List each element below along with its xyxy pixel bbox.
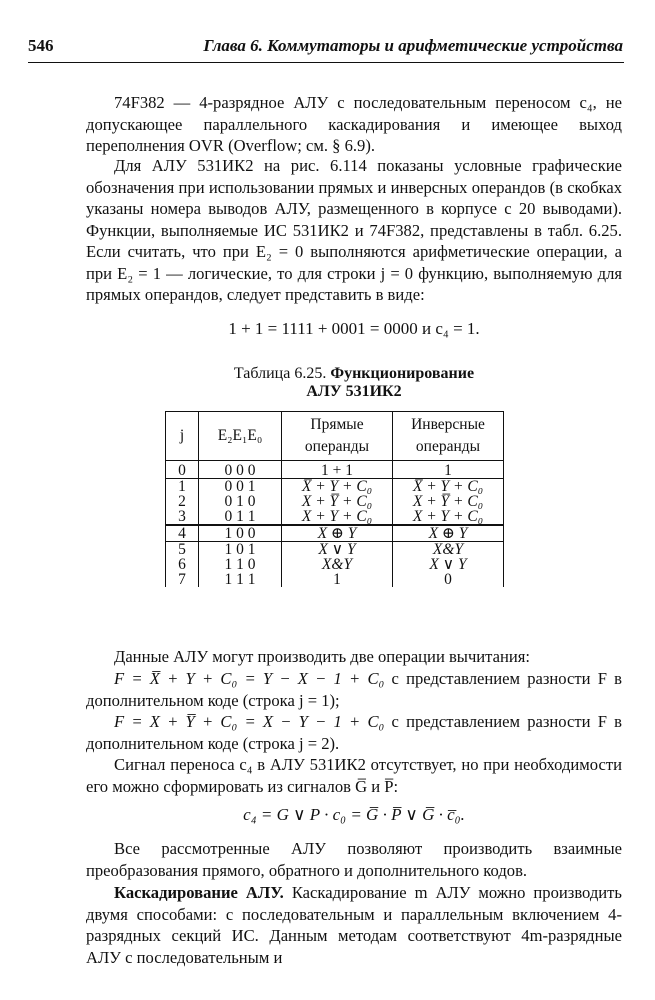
cell-inverse: X ⊕ Y bbox=[393, 525, 504, 542]
cell-j: 6 bbox=[166, 557, 199, 572]
table-row bbox=[166, 461, 504, 479]
cell-direct: X ⊕ Y bbox=[282, 525, 393, 542]
col-header-inverse: Инверсные операнды bbox=[393, 412, 504, 461]
paragraph-74f382 bbox=[86, 92, 622, 157]
col-header-direct: Прямые операнды bbox=[282, 412, 393, 461]
formula-sub1-text: с представлением разности F в дополнительном коде (строка j = 1); bbox=[86, 669, 622, 710]
table-row bbox=[166, 509, 504, 525]
formula-sub2: F = X + Y̅ + C₀ = X − Y − 1 + C₀ bbox=[114, 712, 385, 731]
paragraph-text: Все рассмотренные АЛУ позволяют производить взаимные преобразования прямого, обратного и дополнительного кодов. bbox=[86, 839, 622, 880]
paragraph-text: Сигнал переноса c₄ в АЛУ 531ИК2 отсутствует, но при необходимости его можно сформировать из сигналов G̅ и P̅: bbox=[86, 755, 622, 796]
alu-function-table bbox=[165, 411, 504, 587]
equation-text: 1 + 1 = 1111 + 0001 = 0000 и c₄ = 1. bbox=[228, 319, 480, 338]
col-header-j: j bbox=[166, 412, 199, 461]
paragraph-text: 74F382 — 4-разрядное АЛУ с последовательным переносом c₄, не допускающее параллельного каскадирования и имеющее выход переполнения OVR (Overflow; см. § 6.9). bbox=[86, 93, 622, 155]
section-heading: Каскадирование АЛУ. bbox=[114, 883, 284, 902]
cell-j: 1 bbox=[166, 479, 199, 495]
formula-sub2-text: с представлением разности F в дополнительном коде (строка j = 2). bbox=[86, 712, 622, 753]
table-row bbox=[166, 494, 504, 509]
cell-inverse: X̅ + Y + C₀ bbox=[393, 479, 504, 495]
cell-j: 2 bbox=[166, 494, 199, 509]
formula-sub1: F = X̅ + Y + C₀ = Y − X − 1 + C₀ bbox=[114, 669, 385, 688]
table-row bbox=[166, 479, 504, 495]
caption-title-line2: АЛУ 531ИК2 bbox=[306, 383, 402, 400]
cell-e: 0 1 1 bbox=[199, 509, 282, 525]
cell-inverse: X + Y̅ + C₀ bbox=[393, 494, 504, 509]
cell-inverse: X ∨ Y bbox=[393, 557, 504, 572]
cell-direct: 1 bbox=[282, 572, 393, 587]
running-header bbox=[28, 36, 623, 56]
table-row bbox=[166, 525, 504, 542]
cell-inverse: 1 bbox=[393, 461, 504, 479]
paragraph-text: Каскадирование m АЛУ можно производить двумя способами: с последовательным и параллельным включением 4-разрядных секций ИС. Данным методам соответствуют 4m-разрядные АЛУ с последовательным и bbox=[86, 883, 623, 967]
cell-j: 7 bbox=[166, 572, 199, 587]
cell-direct: X + Y + C₀ bbox=[282, 509, 393, 525]
paragraph-conversions bbox=[86, 838, 622, 881]
cell-j: 5 bbox=[166, 542, 199, 558]
cell-direct: X ∨ Y bbox=[282, 542, 393, 558]
caption-title: Функционирование bbox=[330, 365, 475, 382]
cell-j: 4 bbox=[166, 525, 199, 542]
caption-prefix: Таблица 6.25. bbox=[233, 365, 327, 382]
table-row bbox=[166, 542, 504, 558]
cell-inverse: X&Y bbox=[393, 542, 504, 558]
cell-direct: X&Y bbox=[282, 557, 393, 572]
table-caption bbox=[86, 365, 622, 401]
cell-e: 1 0 1 bbox=[199, 542, 282, 558]
paragraph-531ik2 bbox=[86, 155, 622, 306]
cell-e: 1 1 1 bbox=[199, 572, 282, 587]
cell-j: 3 bbox=[166, 509, 199, 525]
paragraph-subtraction bbox=[86, 646, 622, 668]
paragraph-text: Для АЛУ 531ИК2 на рис. 6.114 показаны условные графические обозначения при использовании прямых и инверсных операндов (в скобках указаны номера выводов АЛУ, размещенного в корпусе с 20 выводами). Функции, выполняемые ИС 531ИК2 и 74F382, представлены в табл. 6.25. Если считать, что при E₂ = 0 выполняются арифметические операции, а при E₂ = 1 — логические, то для строки j = 0 функцию, выполняемую для прямых операндов, следует представить в виде: bbox=[86, 156, 622, 304]
paragraph-subtraction-2 bbox=[86, 711, 622, 754]
cell-inverse: X + Y + C₀ bbox=[393, 509, 504, 525]
cell-e: 0 0 1 bbox=[199, 479, 282, 495]
cell-j: 0 bbox=[166, 461, 199, 479]
cell-direct: X̅ + Y + C₀ bbox=[282, 479, 393, 495]
paragraph-subtraction-1 bbox=[86, 668, 622, 711]
paragraph-cascading bbox=[86, 882, 622, 968]
equation-text: c₄ = G ∨ P · c₀ = G̅ · P̅ ∨ G̅ · c̅₀. bbox=[243, 805, 465, 824]
cell-e: 1 1 0 bbox=[199, 557, 282, 572]
header-rule bbox=[28, 62, 624, 63]
cell-e: 1 0 0 bbox=[199, 525, 282, 542]
table-row bbox=[166, 557, 504, 572]
table-header-row bbox=[166, 412, 504, 461]
cell-direct: 1 + 1 bbox=[282, 461, 393, 479]
col-header-e: E₂E₁E₀ bbox=[199, 412, 282, 461]
page-number: 546 bbox=[28, 36, 54, 55]
equation-sum bbox=[86, 318, 622, 340]
equation-carry bbox=[86, 804, 622, 826]
cell-e: 0 1 0 bbox=[199, 494, 282, 509]
cell-direct: X + Y̅ + C₀ bbox=[282, 494, 393, 509]
table-row bbox=[166, 572, 504, 587]
cell-inverse: 0 bbox=[393, 572, 504, 587]
paragraph-text: Данные АЛУ могут производить две операции вычитания: bbox=[114, 647, 531, 666]
chapter-title: Глава 6. Коммутаторы и арифметические устройства bbox=[203, 36, 623, 55]
cell-e: 0 0 0 bbox=[199, 461, 282, 479]
paragraph-carry bbox=[86, 754, 622, 797]
